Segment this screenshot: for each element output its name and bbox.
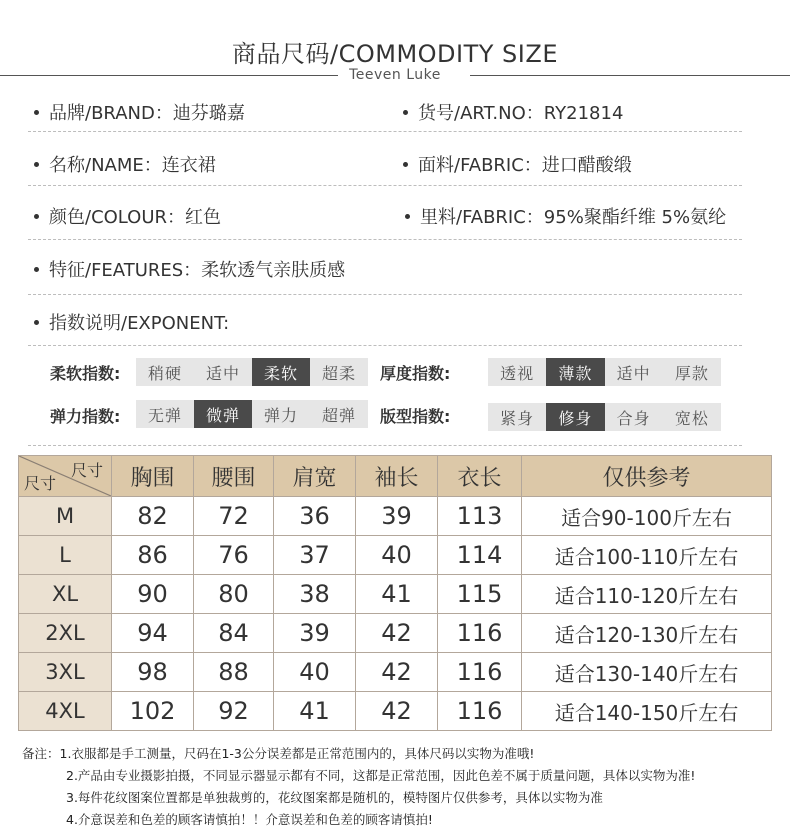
measurement-cell: 42 bbox=[356, 614, 438, 653]
reference-cell: 适合90-100斤左右 bbox=[522, 497, 772, 536]
measurement-cell: 90 bbox=[112, 575, 194, 614]
info-fabric-text: 面料/FABRIC：进口醋酸缎 bbox=[418, 155, 632, 176]
measurement-cell: 98 bbox=[112, 653, 194, 692]
size-label-cell: XL bbox=[19, 575, 112, 614]
measurement-cell: 40 bbox=[356, 536, 438, 575]
measurement-cell: 76 bbox=[194, 536, 274, 575]
table-row bbox=[19, 497, 772, 536]
measurement-cell: 116 bbox=[438, 692, 522, 731]
col-header-reference: 仅供参考 bbox=[522, 456, 772, 497]
elasticity-option: 无弹 bbox=[147, 405, 182, 425]
measurement-cell: 114 bbox=[438, 536, 522, 575]
measurement-cell: 88 bbox=[194, 653, 274, 692]
measurement-cell: 38 bbox=[274, 575, 356, 614]
softness-label: 柔软指数: bbox=[50, 364, 121, 383]
note-text: 3.每件花纹图案位置都是单独裁剪的，花纹图案都是随机的，模特图片仅供参考，具体以实物为准 bbox=[66, 790, 603, 805]
measurement-cell: 41 bbox=[356, 575, 438, 614]
brand-subtitle: Teeven Luke bbox=[349, 67, 441, 83]
reference-cell: 适合110-120斤左右 bbox=[522, 575, 772, 614]
note-line-2 bbox=[22, 765, 695, 787]
measurement-cell: 36 bbox=[274, 497, 356, 536]
thickness-option: 适中 bbox=[616, 363, 651, 383]
divider bbox=[28, 294, 742, 295]
corner-bottom-label: 尺寸 bbox=[24, 474, 57, 493]
info-exponent bbox=[34, 309, 229, 335]
measurement-cell: 39 bbox=[274, 614, 356, 653]
table-row bbox=[19, 575, 772, 614]
bullet-icon bbox=[34, 162, 39, 167]
info-features-text: 特征/FEATURES：柔软透气亲肤质感 bbox=[49, 260, 346, 281]
measurement-cell: 115 bbox=[438, 575, 522, 614]
col-header-length: 衣长 bbox=[438, 456, 522, 497]
thickness-scale bbox=[488, 358, 721, 386]
measurement-cell: 102 bbox=[112, 692, 194, 731]
note-text: 2.产品由专业摄影拍摄，不同显示器显示都有不同，这都是正常范围，因此色差不属于质量问题，具体以实物为准! bbox=[66, 768, 696, 783]
divider bbox=[28, 345, 742, 346]
reference-cell: 适合140-150斤左右 bbox=[522, 692, 772, 731]
fit-option: 紧身 bbox=[500, 408, 535, 428]
softness-option: 超柔 bbox=[321, 363, 356, 383]
measurement-cell: 37 bbox=[274, 536, 356, 575]
table-row bbox=[19, 653, 772, 692]
size-table bbox=[18, 455, 772, 731]
measurement-cell: 86 bbox=[112, 536, 194, 575]
info-brand bbox=[34, 99, 245, 125]
table-corner-cell bbox=[19, 456, 112, 497]
bullet-icon bbox=[34, 214, 39, 219]
info-name bbox=[34, 151, 216, 177]
notes bbox=[22, 743, 695, 831]
measurement-cell: 39 bbox=[356, 497, 438, 536]
measurement-cell: 42 bbox=[356, 692, 438, 731]
table-row bbox=[19, 692, 772, 731]
reference-cell: 适合130-140斤左右 bbox=[522, 653, 772, 692]
divider bbox=[28, 131, 742, 132]
info-colour-text: 颜色/COLOUR：红色 bbox=[49, 207, 222, 228]
elasticity-option: 超弹 bbox=[321, 405, 356, 425]
divider bbox=[28, 239, 742, 240]
info-brand-text: 品牌/BRAND：迪芬璐嘉 bbox=[49, 103, 245, 124]
divider bbox=[28, 185, 742, 186]
bullet-icon bbox=[34, 320, 39, 325]
elasticity-option: 微弹 bbox=[194, 400, 252, 428]
fit-option: 修身 bbox=[546, 403, 604, 431]
info-art-no bbox=[403, 99, 623, 125]
measurement-cell: 72 bbox=[194, 497, 274, 536]
measurement-cell: 80 bbox=[194, 575, 274, 614]
table-header-row bbox=[19, 456, 772, 497]
table-row bbox=[19, 536, 772, 575]
corner-top-label: 尺寸 bbox=[70, 461, 103, 480]
info-lining-text: 里料/FABRIC：95%聚酯纤维 5%氨纶 bbox=[420, 207, 727, 228]
measurement-cell: 116 bbox=[438, 614, 522, 653]
col-header-waist: 腰围 bbox=[194, 456, 274, 497]
reference-cell: 适合120-130斤左右 bbox=[522, 614, 772, 653]
size-label-cell: L bbox=[19, 536, 112, 575]
fit-scale bbox=[488, 403, 721, 431]
thickness-option: 厚款 bbox=[674, 363, 709, 383]
info-features bbox=[34, 256, 345, 282]
info-name-text: 名称/NAME：连衣裙 bbox=[49, 155, 216, 176]
measurement-cell: 41 bbox=[274, 692, 356, 731]
thickness-option: 透视 bbox=[500, 363, 535, 383]
reference-cell: 适合100-110斤左右 bbox=[522, 536, 772, 575]
fit-option: 宽松 bbox=[674, 408, 709, 428]
measurement-cell: 92 bbox=[194, 692, 274, 731]
page-title: 商品尺码/COMMODITY SIZE bbox=[232, 40, 558, 68]
size-label-cell: M bbox=[19, 497, 112, 536]
size-label-cell: 3XL bbox=[19, 653, 112, 692]
bullet-icon bbox=[403, 162, 408, 167]
fit-option: 合身 bbox=[616, 408, 651, 428]
info-lining bbox=[405, 203, 726, 229]
col-header-chest: 胸围 bbox=[112, 456, 194, 497]
softness-option: 适中 bbox=[205, 363, 240, 383]
thickness-option: 薄款 bbox=[546, 358, 604, 386]
divider bbox=[28, 445, 742, 446]
softness-option: 稍硬 bbox=[147, 363, 182, 383]
bullet-icon bbox=[34, 110, 39, 115]
size-table-body bbox=[19, 497, 772, 731]
elasticity-scale bbox=[136, 400, 368, 428]
note-line-3 bbox=[22, 787, 695, 809]
thickness-label: 厚度指数: bbox=[380, 364, 451, 383]
measurement-cell: 40 bbox=[274, 653, 356, 692]
measurement-cell: 94 bbox=[112, 614, 194, 653]
measurement-cell: 82 bbox=[112, 497, 194, 536]
info-colour bbox=[34, 203, 221, 229]
bullet-icon bbox=[403, 110, 408, 115]
info-exponent-text: 指数说明/EXPONENT: bbox=[49, 313, 230, 334]
notes-prefix: 备注： bbox=[22, 746, 60, 761]
note-line-4 bbox=[22, 809, 695, 831]
size-label-cell: 2XL bbox=[19, 614, 112, 653]
info-fabric bbox=[403, 151, 632, 177]
col-header-shoulder: 肩宽 bbox=[274, 456, 356, 497]
measurement-cell: 116 bbox=[438, 653, 522, 692]
note-text: 4.介意误差和色差的顾客请慎拍！！介意误差和色差的顾客请慎拍! bbox=[66, 812, 433, 827]
elasticity-option: 弹力 bbox=[263, 405, 298, 425]
softness-option: 柔软 bbox=[252, 358, 310, 386]
fit-label: 版型指数: bbox=[380, 407, 451, 426]
table-row bbox=[19, 614, 772, 653]
note-text: 1.衣服都是手工测量，尺码在1-3公分误差都是正常范围内的，具体尺码以实物为准哦! bbox=[59, 746, 535, 761]
size-label-cell: 4XL bbox=[19, 692, 112, 731]
bullet-icon bbox=[34, 267, 39, 272]
softness-scale bbox=[136, 358, 368, 386]
note-line-1 bbox=[22, 743, 695, 765]
measurement-cell: 42 bbox=[356, 653, 438, 692]
col-header-sleeve: 袖长 bbox=[356, 456, 438, 497]
elasticity-label: 弹力指数: bbox=[50, 407, 121, 426]
info-art-no-text: 货号/ART.NO：RY21814 bbox=[418, 103, 624, 124]
measurement-cell: 113 bbox=[438, 497, 522, 536]
measurement-cell: 84 bbox=[194, 614, 274, 653]
bullet-icon bbox=[405, 214, 410, 219]
